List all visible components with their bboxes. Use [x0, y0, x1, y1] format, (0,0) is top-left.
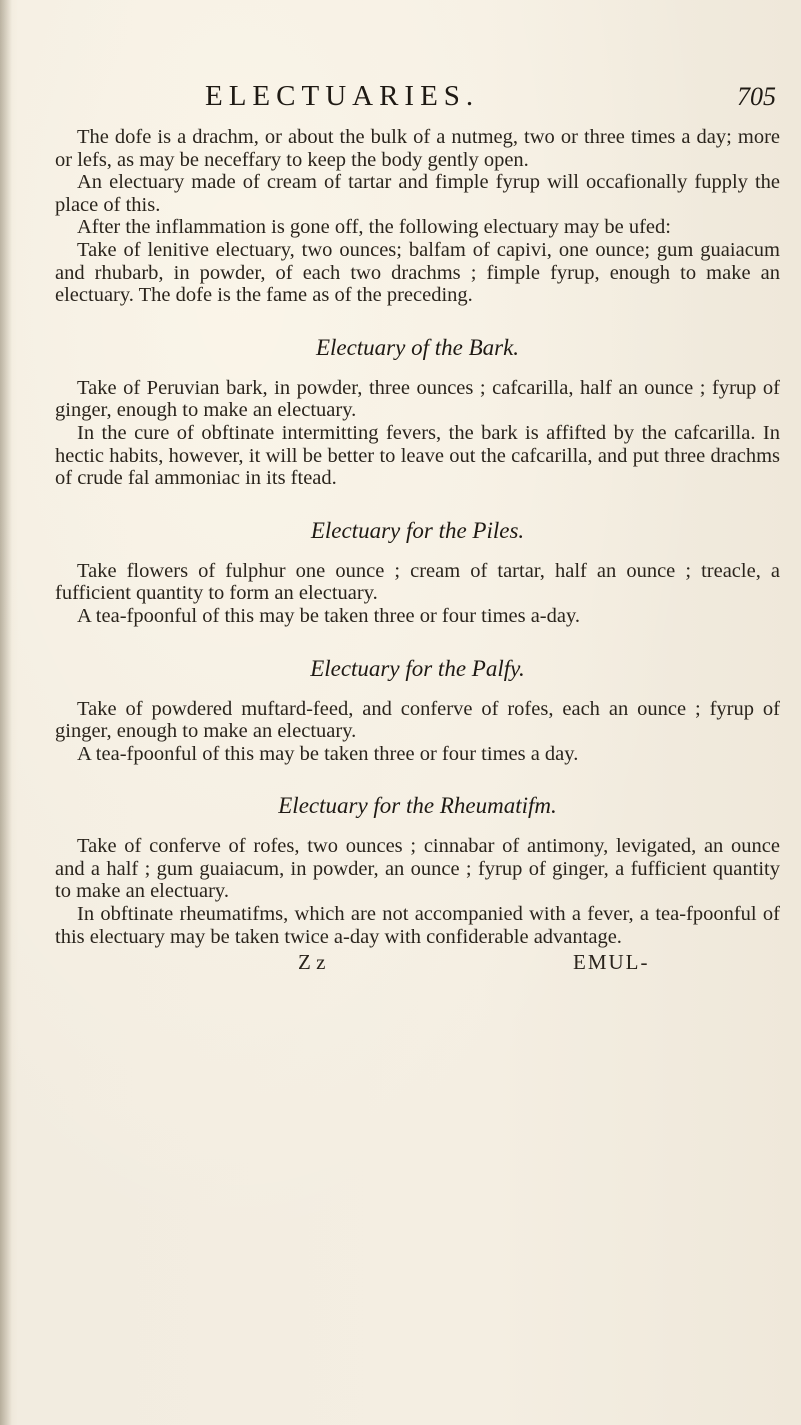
section-paragraph: Take of Peruvian bark, in powder, three ounces ; cafcarilla, half an ounce ; fyrup of ginger, enough to make an electuary. — [55, 376, 780, 422]
section-palfy — [55, 656, 780, 766]
intro-paragraph-4: Take of lenitive electuary, two ounces; balfam of capivi, one ounce; gum guaiacum and rhubarb, in powder, of each two drachms ; fimple fyrup, enough to make an electuary. The dofe is the fame as of the preceding. — [55, 238, 780, 307]
section-paragraph: In the cure of obftinate intermitting fevers, the bark is affifted by the cafcarilla. In hectic habits, however, it will be better to leave out the cafcarilla, and put three drachms of crude fal ammoniac in its ftead. — [55, 421, 780, 490]
section-paragraph: In obftinate rheumatifms, which are not accompanied with a fever, a tea-fpoonful of this electuary may be taken twice a-day with confiderable advantage. — [55, 903, 780, 948]
page-content — [55, 80, 780, 976]
signature-mark: Z z — [298, 950, 326, 975]
running-head — [55, 80, 780, 120]
running-title: ELECTUARIES. — [205, 80, 480, 112]
section-heading: Electuary for the Palfy. — [310, 655, 525, 681]
intro-paragraph-3: After the inflammation is gone off, the following electuary may be ufed: — [77, 216, 671, 239]
section-heading: Electuary for the Rheumatifm. — [278, 793, 557, 819]
section-bark — [55, 335, 780, 490]
intro-block — [55, 126, 780, 307]
section-paragraph: A tea-fpoonful of this may be taken three or four times a day. — [77, 742, 579, 765]
section-paragraph: Take flowers of fulphur one ounce ; cream of tartar, half an ounce ; treacle, a fufficient quantity to form an electuary. — [55, 559, 780, 605]
binding-shadow — [0, 0, 12, 1425]
section-heading: Electuary of the Bark. — [315, 334, 520, 360]
section-paragraph: Take of powdered muftard-feed, and conferve of rofes, each an ounce ; fyrup of ginger, enough to make an electuary. — [55, 697, 780, 743]
page-footer — [55, 950, 780, 976]
section-paragraph: Take of conferve of rofes, two ounces ; cinnabar of antimony, levigated, an ounce and a half ; gum guaiacum, in powder, an ounce ; fyrup of ginger, a fufficient quantity to make an electuary. — [55, 835, 780, 903]
section-rheumatifm — [55, 793, 780, 948]
intro-paragraph-1: The dofe is a drachm, or about the bulk of a nutmeg, two or three times a day; more or lefs, as may be neceffary to keep the body gently open. — [55, 126, 780, 171]
section-piles — [55, 518, 780, 628]
section-paragraph: A tea-fpoonful of this may be taken three or four times a-day. — [77, 604, 581, 627]
page-number: 705 — [737, 82, 776, 111]
intro-paragraph-2: An electuary made of cream of tartar and fimple fyrup will occafionally fupply the place of this. — [55, 171, 780, 216]
section-heading: Electuary for the Piles. — [310, 517, 525, 543]
catchword: EMUL- — [573, 950, 650, 975]
